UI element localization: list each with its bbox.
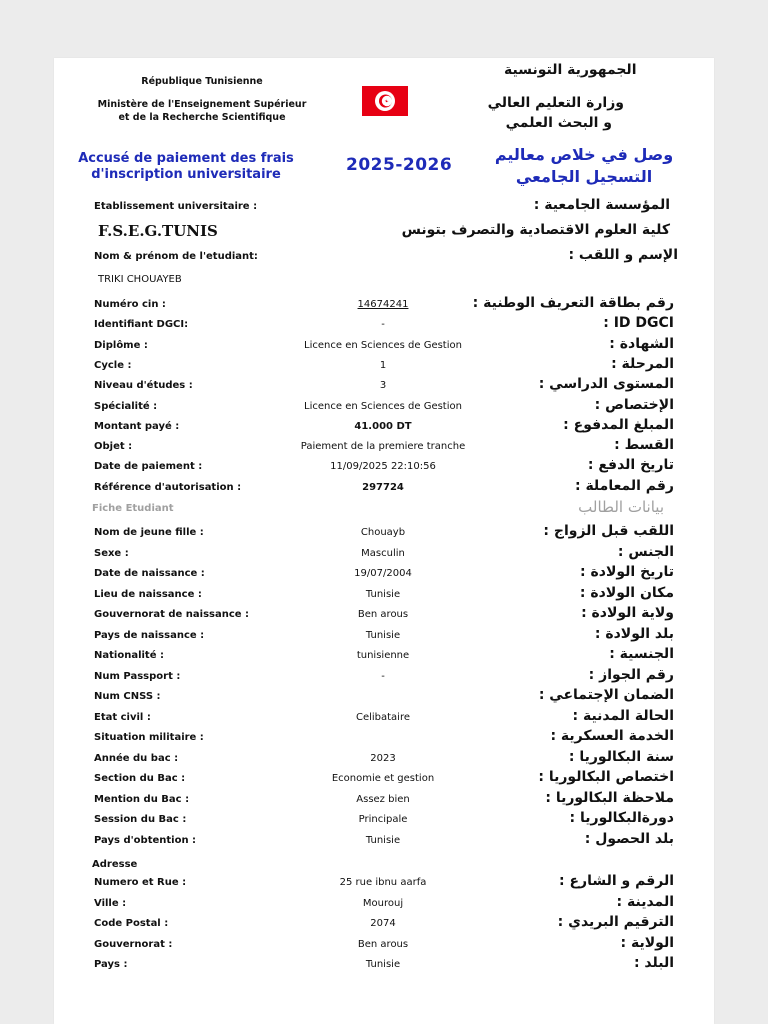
field-label-ar: المرحلة : xyxy=(611,355,674,372)
field-value: Licence en Sciences de Gestion xyxy=(304,400,462,412)
field-label-ar: بلد الولادة : xyxy=(594,625,674,642)
fiche-label-ar: بيانات الطالب xyxy=(578,498,664,516)
field-label-fr: Nationalité : xyxy=(94,650,164,661)
field-value: 11/09/2025 22:10:56 xyxy=(330,461,436,473)
field-label-ar: ID DGCI : xyxy=(603,315,674,332)
field-label-ar: الولاية : xyxy=(620,934,674,951)
field-label-fr: Gouvernorat de naissance : xyxy=(94,609,250,620)
title-ar-line1: وصل في خلاص معاليم xyxy=(494,145,674,164)
field-value: - xyxy=(381,319,385,331)
field-label-fr: Gouvernorat : xyxy=(94,938,173,950)
field-label-ar: سنة البكالوريا : xyxy=(568,748,674,765)
field-label-fr: Numero et Rue : xyxy=(94,877,187,888)
field-label-ar: رقم بطاقة التعريف الوطنية : xyxy=(472,295,674,311)
academic-year: 2025-2026 xyxy=(346,155,453,175)
field-value: Celibataire xyxy=(355,711,411,723)
field-label-ar: تاريخ الولادة : xyxy=(580,564,674,580)
title-ar-line2: التسجيل الجامعي xyxy=(515,167,653,186)
field-label-ar: المدينة : xyxy=(616,893,674,910)
field-label-ar: اختصاص البكالوريا : xyxy=(538,769,674,785)
field-label-ar: الضمان الإجتماعي : xyxy=(538,687,674,703)
field-label-fr: Num Passport : xyxy=(94,670,181,682)
field-value: Mourouj xyxy=(362,897,404,909)
field-value: 2074 xyxy=(370,918,396,929)
ministry-ar-line1: وزارة التعليم العالي xyxy=(487,95,624,111)
field-label-fr: Numéro cin : xyxy=(94,299,166,310)
field-value: 14674241 xyxy=(357,299,409,310)
fiche-label-fr: Fiche Etudiant xyxy=(92,503,174,514)
establishment-label-ar: المؤسسة الجامعية : xyxy=(533,197,670,213)
establishment-value-fr: F.S.E.G.TUNIS xyxy=(98,222,218,240)
field-label-fr: Num CNSS : xyxy=(94,691,161,702)
field-label-ar: ولاية الولادة : xyxy=(581,605,674,621)
field-value: 41.000 DT xyxy=(354,420,412,432)
field-label-ar: الرقم و الشارع : xyxy=(558,873,674,889)
field-label-fr: Référence d'autorisation : xyxy=(94,481,242,493)
ministry-ar-line2: و البحث العلمي xyxy=(505,115,612,131)
field-value: - xyxy=(381,670,385,682)
establishment-value-ar: كلية العلوم الاقتصادية والتصرف بتونس xyxy=(401,222,670,238)
student-name-label-fr: Nom & prénom de l'etudiant: xyxy=(94,251,258,262)
field-label-fr: Etat civil : xyxy=(94,711,151,723)
field-label-fr: Ville : xyxy=(94,897,127,909)
title-fr-line2: d'inscription universitaire xyxy=(91,167,281,182)
ministry-fr-line1: Ministère de l'Enseignement Supérieur xyxy=(97,99,307,110)
field-label-ar: الجنسية : xyxy=(609,646,674,662)
field-label-ar: دورةالبكالوريا : xyxy=(569,810,674,826)
field-label-fr: Pays : xyxy=(94,959,128,970)
field-label-fr: Session du Bac : xyxy=(94,814,187,825)
field-value: Tunisie xyxy=(365,629,401,641)
field-label-ar: الشهادة : xyxy=(609,335,674,352)
establishment-label-fr: Etablissement universitaire : xyxy=(94,201,258,212)
field-value: Chouayb xyxy=(360,527,406,538)
republic-ar: الجمهورية التونسية xyxy=(504,62,637,78)
field-label-ar: تاريخ الدفع : xyxy=(587,457,674,474)
field-label-fr: Identifiant DGCI: xyxy=(94,319,189,331)
field-label-ar: رقم المعاملة : xyxy=(574,477,674,494)
field-label-ar: المبلغ المدفوع : xyxy=(563,416,674,433)
tunisia-flag-icon xyxy=(362,86,408,116)
field-label-ar: الإختصاص : xyxy=(594,396,674,413)
republic-fr: République Tunisienne xyxy=(141,76,263,87)
field-label-fr: Sexe : xyxy=(94,547,129,559)
field-label-fr: Section du Bac : xyxy=(94,773,186,784)
field-value: 2023 xyxy=(370,752,396,764)
field-label-fr: Objet : xyxy=(94,441,133,453)
field-label-ar: المستوى الدراسي : xyxy=(538,376,674,393)
field-label-fr: Code Postal : xyxy=(94,918,169,929)
field-value: tunisienne xyxy=(356,650,410,661)
title-fr-line1: Accusé de paiement des frais xyxy=(78,151,294,166)
field-value: Principale xyxy=(358,814,408,825)
field-label-ar: اللقب قبل الزواج : xyxy=(543,523,674,539)
field-label-fr: Année du bac : xyxy=(94,752,179,764)
field-label-ar: الترقيم البريدي : xyxy=(557,914,674,930)
receipt-page xyxy=(54,58,714,1024)
field-label-fr: Niveau d'études : xyxy=(94,380,193,392)
field-value: Masculin xyxy=(361,547,405,559)
field-value: Ben arous xyxy=(357,609,409,620)
field-label-fr: Spécialité : xyxy=(94,400,158,412)
field-value: Paiement de la premiere tranche xyxy=(300,441,466,453)
field-value: Economie et gestion xyxy=(331,773,435,784)
field-label-ar: رقم الجواز : xyxy=(588,666,674,683)
field-value: 19/07/2004 xyxy=(354,568,412,579)
field-label-ar: بلد الحصول : xyxy=(584,830,674,847)
ministry-fr-line2: et de la Recherche Scientifique xyxy=(118,112,286,123)
field-label-ar: القسط : xyxy=(614,437,674,454)
student-name-label-ar: الإسم و اللقب : xyxy=(568,247,678,263)
field-label-fr: Pays d'obtention : xyxy=(94,834,197,846)
field-value: 297724 xyxy=(362,481,404,493)
field-label-ar: ملاحظة البكالوريا : xyxy=(545,789,674,806)
field-value: Ben arous xyxy=(357,938,409,950)
field-label-fr: Cycle : xyxy=(94,359,132,371)
field-value: 1 xyxy=(379,359,387,371)
field-label-fr: Diplôme : xyxy=(94,339,148,351)
field-label-fr: Nom de jeune fille : xyxy=(94,527,204,538)
field-value: 25 rue ibnu aarfa xyxy=(339,877,427,888)
address-title: Adresse xyxy=(92,859,138,870)
field-value: 3 xyxy=(379,380,387,392)
field-label-fr: Date de paiement : xyxy=(94,461,203,473)
field-label-ar: الحالة المدنية : xyxy=(572,707,674,724)
field-label-ar: البلد : xyxy=(633,955,674,971)
field-label-fr: Lieu de naissance : xyxy=(94,588,202,600)
field-label-ar: مكان الولادة : xyxy=(579,584,674,601)
student-name-value: TRIKI CHOUAYEB xyxy=(98,274,182,285)
field-label-fr: Date de naissance : xyxy=(94,568,205,579)
field-value: Licence en Sciences de Gestion xyxy=(304,339,462,351)
field-label-ar: الجنس : xyxy=(617,543,674,560)
field-value: Tunisie xyxy=(365,834,401,846)
field-value: Tunisie xyxy=(365,588,401,600)
field-label-fr: Montant payé : xyxy=(94,420,180,432)
field-label-fr: Pays de naissance : xyxy=(94,629,205,641)
field-value: Tunisie xyxy=(365,959,401,970)
field-value: Assez bien xyxy=(356,793,410,805)
field-label-fr: Mention du Bac : xyxy=(94,793,190,805)
field-label-ar: الخدمة العسكرية : xyxy=(550,728,674,744)
field-label-fr: Situation militaire : xyxy=(94,732,204,743)
